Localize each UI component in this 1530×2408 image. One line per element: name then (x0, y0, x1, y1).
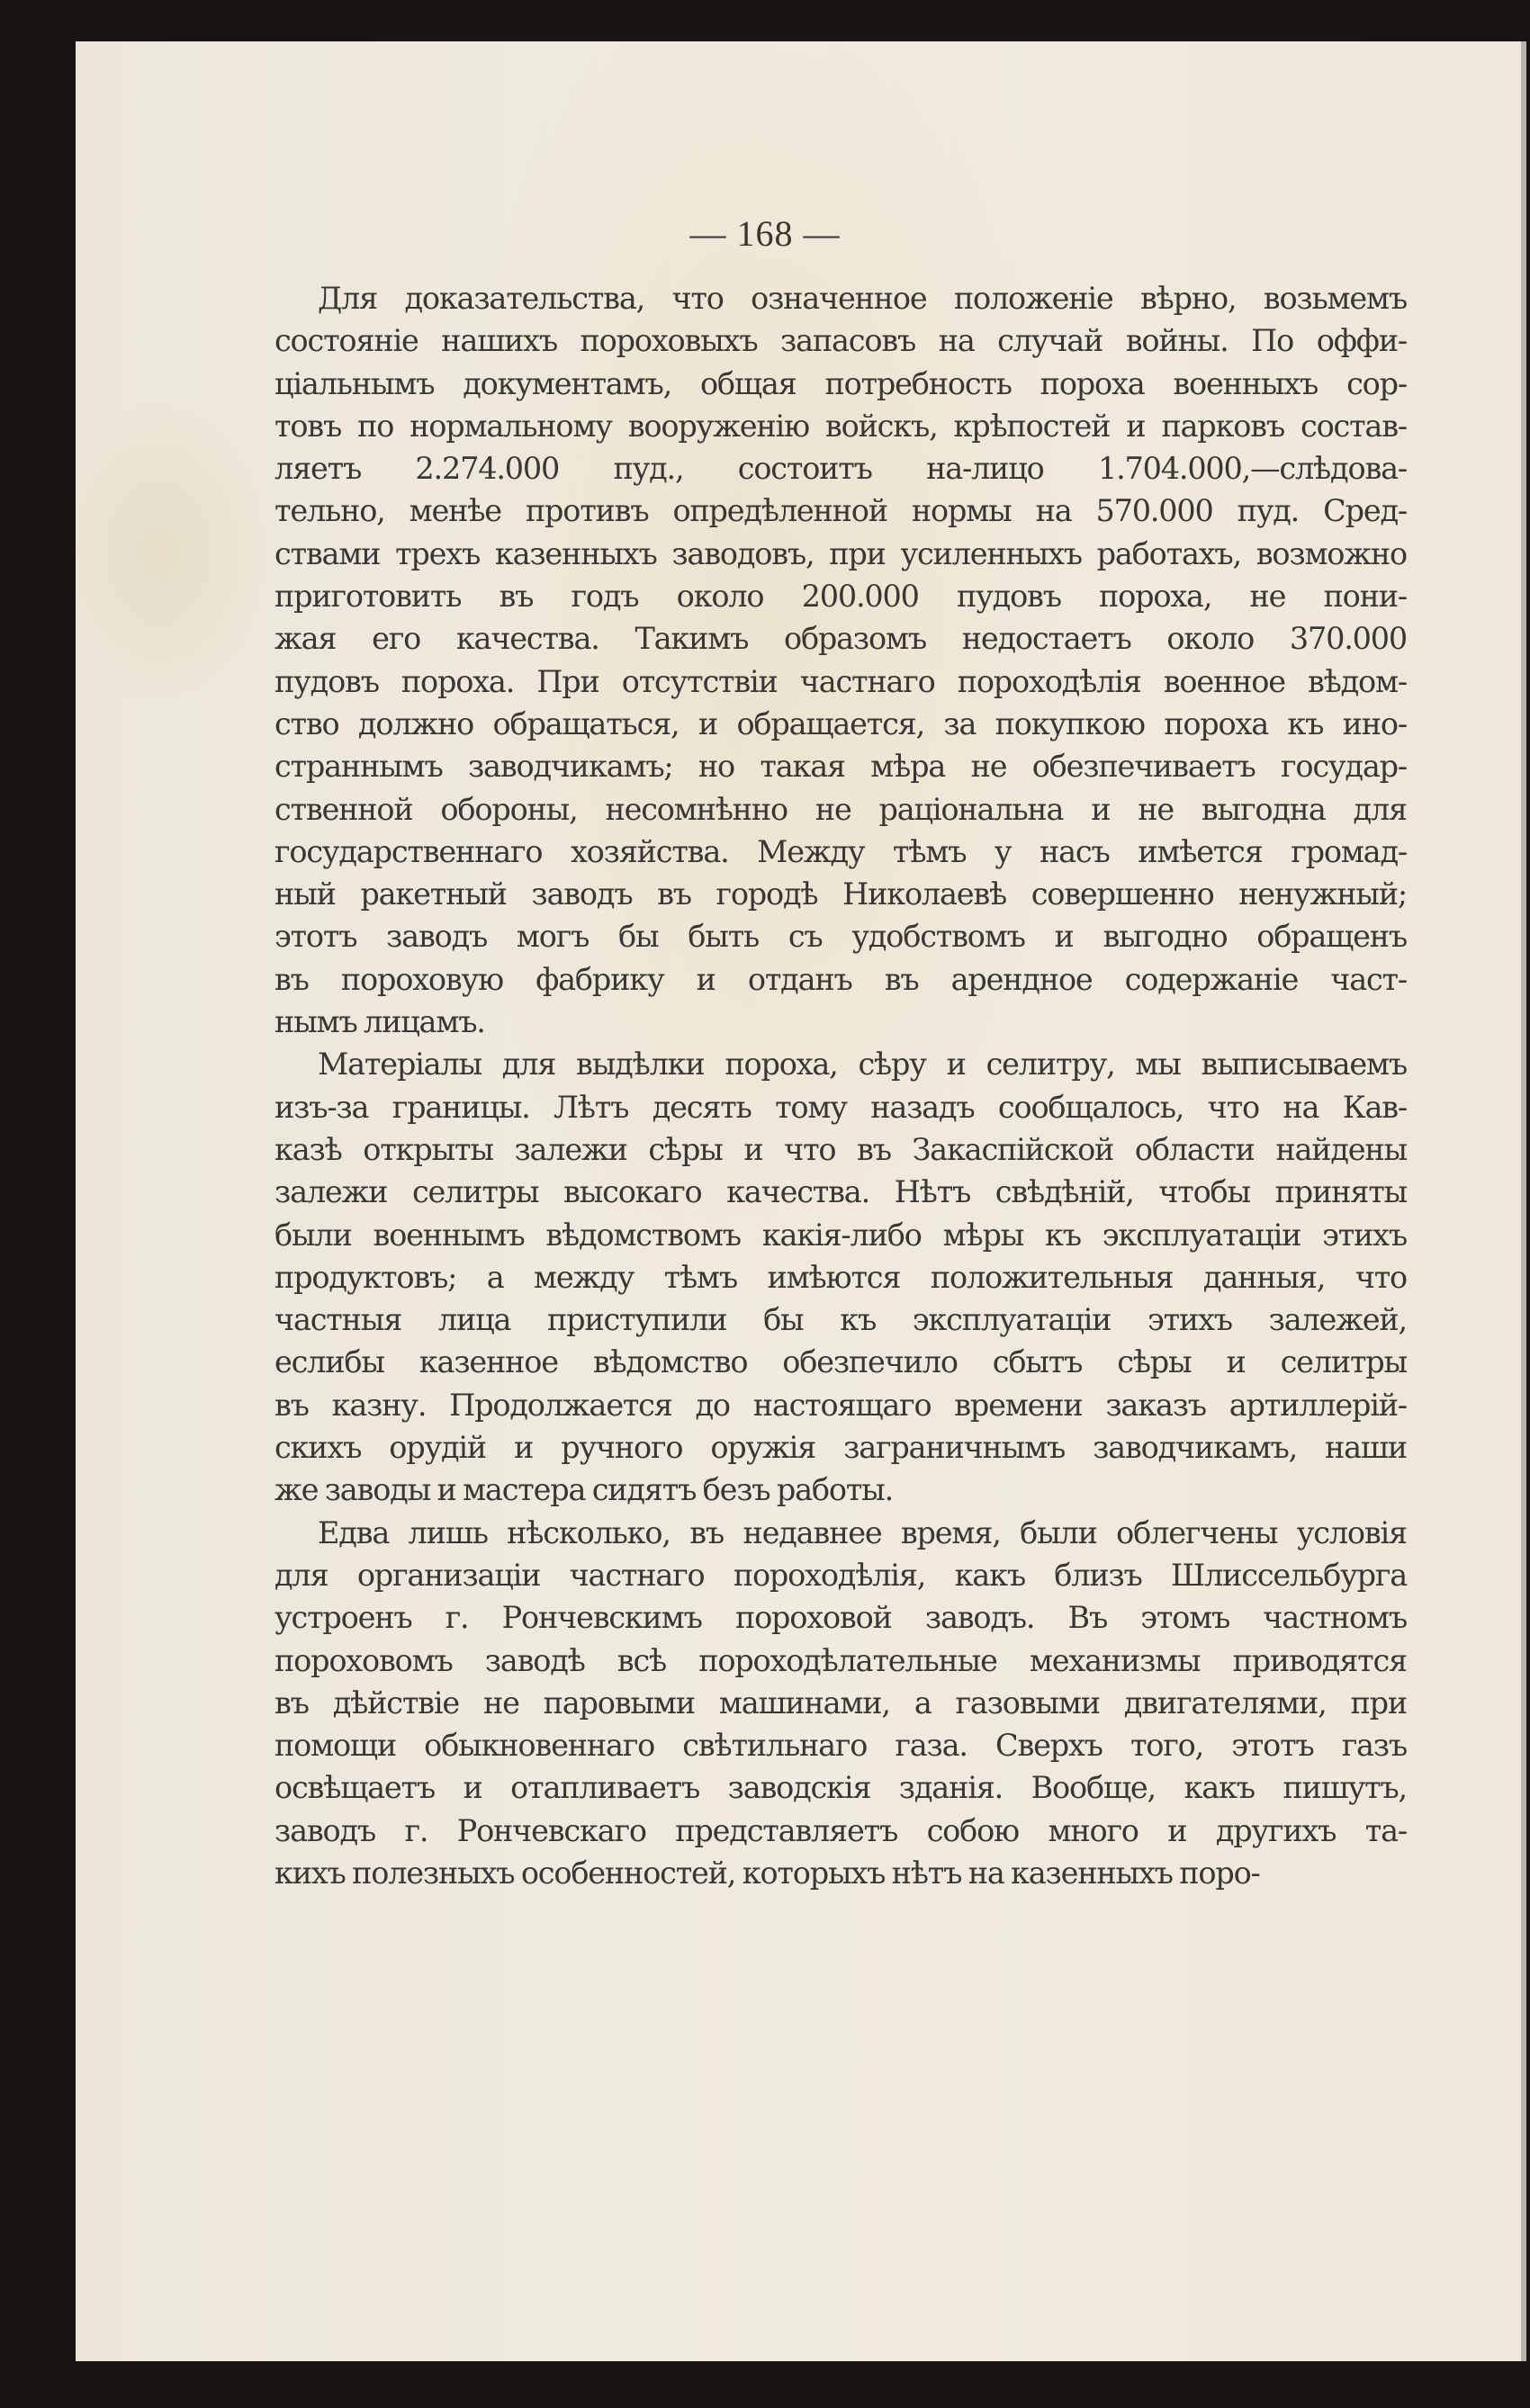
page-number: — 168 — (689, 213, 841, 254)
text-line: въ дѣйствіе не паровыми машинами, а газовыми двигателями, при (274, 1685, 1407, 1721)
text-line: страннымъ заводчикамъ; но такая мѣра не обезпечиваетъ государ- (274, 749, 1407, 785)
text-line: ство должно обращаться, и обращается, за покупкою пороха къ ино- (274, 705, 1407, 741)
page-edge (1521, 41, 1526, 2361)
text-line: освѣщаетъ и отапливаетъ заводскія зданія. Вообще, какъ пишутъ, (274, 1770, 1407, 1806)
paragraph (274, 1512, 1407, 1895)
paragraph (274, 277, 1407, 1043)
text-line: ціальнымъ документамъ, общая потребность пороха военныхъ сор- (274, 365, 1407, 401)
text-line: приготовить въ годъ около 200.000 пудовъ пороха, не пони- (274, 579, 1407, 615)
text-line: заводъ г. Рончевскаго представляетъ собою много и другихъ та- (274, 1812, 1407, 1848)
text-line: тельно, менѣе противъ опредѣленной нормы на 570.000 пуд. Сред- (274, 493, 1407, 529)
text-line: Едва лишь нѣсколько, въ недавнее время, были облегчены условія (318, 1514, 1407, 1550)
text-line: еслибы казенное вѣдомство обезпечило сбытъ сѣры и селитры (274, 1344, 1407, 1380)
text-line: продуктовъ; а между тѣмъ имѣются положительныя данныя, что (274, 1259, 1407, 1295)
paragraph (274, 1043, 1407, 1511)
text-line: ствами трехъ казенныхъ заводовъ, при усиленныхъ работахъ, возможно (274, 535, 1407, 571)
text-line: Для доказательства, что означенное положеніе вѣрно, возьмемъ (318, 281, 1407, 316)
text-line: для организаціи частнаго пороходѣлія, какъ близъ Шлиссельбурга (274, 1557, 1407, 1593)
body-text (274, 277, 1407, 1894)
text-line: Матеріалы для выдѣлки пороха, сѣру и селитру, мы выписываемъ (318, 1047, 1407, 1083)
text-line: скихъ орудій и ручного оружія заграничнымъ заводчикамъ, наши (274, 1430, 1407, 1466)
text-line: изъ-за границы. Лѣтъ десять тому назадъ сообщалось, что на Кав- (274, 1089, 1407, 1125)
text-line: ляетъ 2.274.000 пуд., состоитъ на-лицо 1.704.000,—слѣдова- (274, 451, 1407, 487)
text-line: казѣ открыты залежи сѣры и что въ Закаспійской области найдены (274, 1131, 1407, 1167)
text-line: залежи селитры высокаго качества. Нѣтъ свѣдѣній, чтобы приняты (274, 1174, 1407, 1210)
text-line: этотъ заводъ могъ бы быть съ удобствомъ и выгодно обращенъ (274, 919, 1407, 955)
text-line: были военнымъ вѣдомствомъ какія-либо мѣры къ эксплуатаціи этихъ (274, 1217, 1407, 1253)
text-line: ственной обороны, несомнѣнно не раціональна и не выгодна для (274, 791, 1407, 827)
text-line: устроенъ г. Рончевскимъ пороховой заводъ. Въ этомъ частномъ (274, 1600, 1407, 1636)
text-line: пудовъ пороха. При отсутствіи частнаго пороходѣлія военное вѣдом- (274, 663, 1407, 699)
text-line: помощи обыкновеннаго свѣтильнаго газа. Сверхъ того, этотъ газъ (274, 1728, 1407, 1764)
text-line: кихъ полезныхъ особенностей, которыхъ нѣтъ на казенныхъ поро- (274, 1855, 1260, 1891)
text-line: въ казну. Продолжается до настоящаго времени заказъ артиллерій- (274, 1387, 1407, 1423)
text-line: государственнаго хозяйства. Между тѣмъ у насъ имѣется громад- (274, 833, 1407, 869)
text-line: товъ по нормальному вооруженію войскъ, крѣпостей и парковъ состав- (274, 408, 1407, 444)
text-line: же заводы и мастера сидятъ безъ работы. (274, 1472, 894, 1508)
text-line: жая его качества. Такимъ образомъ недостаетъ около 370.000 (274, 621, 1407, 657)
text-line: нымъ лицамъ. (274, 1004, 485, 1040)
text-line: частныя лица приступили бы къ эксплуатаціи этихъ залежей, (274, 1302, 1407, 1338)
text-line: въ пороховую фабрику и отданъ въ арендное содержаніе част- (274, 961, 1407, 997)
text-line: состояніе нашихъ пороховыхъ запасовъ на случай войны. По оффи- (274, 323, 1407, 359)
text-line: пороховомъ заводѣ всѣ пороходѣлательные механизмы приводятся (274, 1642, 1407, 1678)
text-line: ный ракетный заводъ въ городѣ Николаевѣ совершенно ненужный; (274, 876, 1407, 912)
